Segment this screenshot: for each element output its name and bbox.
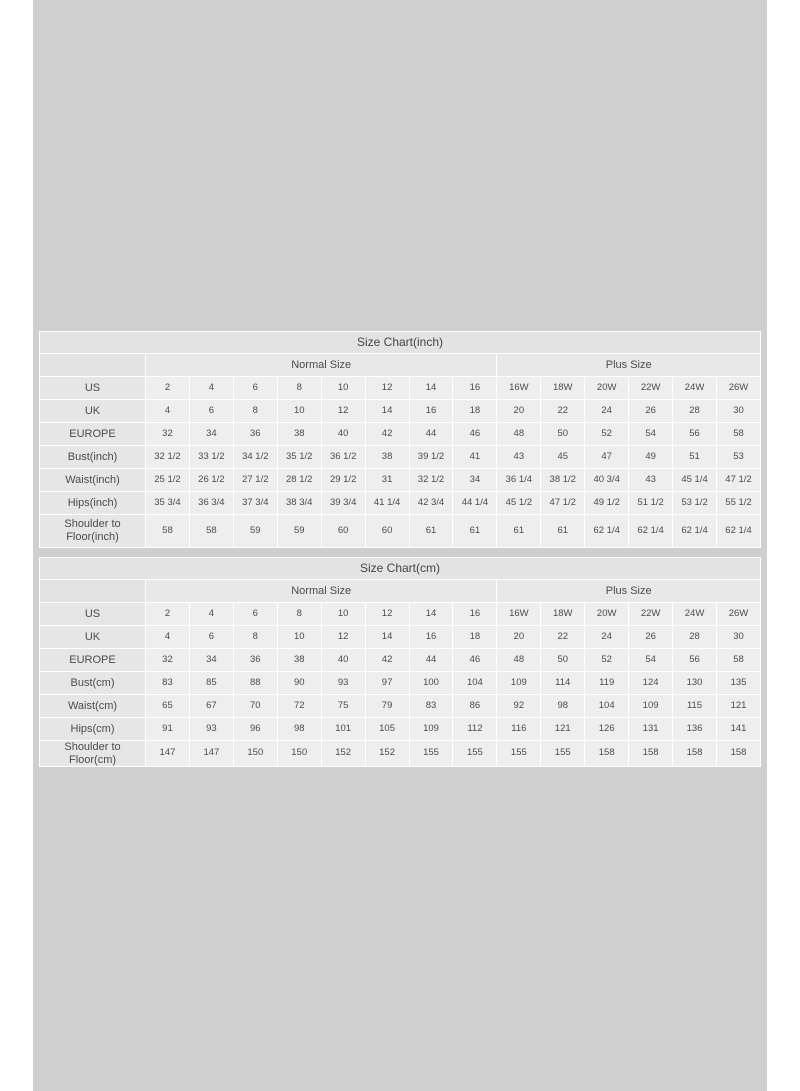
row-label: Shoulder to Floor(cm) — [40, 741, 146, 767]
table-cell: 141 — [716, 718, 760, 741]
chart-title-row — [40, 332, 761, 354]
table-cell: 33 1/2 — [189, 446, 233, 469]
table-cell: 34 — [189, 423, 233, 446]
table-row — [40, 672, 761, 695]
table-cell: 32 1/2 — [409, 469, 453, 492]
table-cell: 58 — [189, 515, 233, 548]
table-cell: 58 — [716, 649, 760, 672]
table-cell: 47 1/2 — [541, 492, 585, 515]
table-cell: 31 — [365, 469, 409, 492]
table-cell: 24 — [585, 400, 629, 423]
table-cell: 109 — [409, 718, 453, 741]
table-cell: 24 — [585, 626, 629, 649]
table-cell: 37 3/4 — [233, 492, 277, 515]
table-cell: 16W — [497, 377, 541, 400]
row-label: Waist(cm) — [40, 695, 146, 718]
table-cell: 44 — [409, 423, 453, 446]
table-cell: 30 — [716, 400, 760, 423]
table-cell: 155 — [453, 741, 497, 767]
table-cell: 47 1/2 — [716, 469, 760, 492]
table-cell: 22 — [541, 626, 585, 649]
table-cell: 158 — [629, 741, 673, 767]
table-cell: 40 — [321, 649, 365, 672]
size-charts-container — [39, 331, 761, 776]
table-cell: 32 — [146, 423, 190, 446]
table-cell: 22W — [629, 603, 673, 626]
table-row — [40, 649, 761, 672]
table-cell: 12 — [365, 603, 409, 626]
table-cell: 38 1/2 — [541, 469, 585, 492]
table-cell: 61 — [497, 515, 541, 548]
table-cell: 26 — [629, 626, 673, 649]
table-cell: 115 — [673, 695, 717, 718]
table-row — [40, 515, 761, 548]
table-cell: 16 — [409, 400, 453, 423]
table-row — [40, 400, 761, 423]
table-row — [40, 718, 761, 741]
table-cell: 45 1/2 — [497, 492, 541, 515]
row-label: Hips(cm) — [40, 718, 146, 741]
table-cell: 51 1/2 — [629, 492, 673, 515]
table-cell: 38 — [277, 423, 321, 446]
table-cell: 28 — [673, 626, 717, 649]
table-row — [40, 377, 761, 400]
table-cell: 49 1/2 — [585, 492, 629, 515]
group-header: Plus Size — [497, 354, 761, 377]
table-cell: 42 3/4 — [409, 492, 453, 515]
table-cell: 59 — [233, 515, 277, 548]
table-cell: 65 — [146, 695, 190, 718]
table-cell: 55 1/2 — [716, 492, 760, 515]
row-label: US — [40, 377, 146, 400]
table-cell: 52 — [585, 649, 629, 672]
table-cell: 56 — [673, 423, 717, 446]
table-cell: 83 — [146, 672, 190, 695]
table-cell: 24W — [673, 603, 717, 626]
row-label: Bust(cm) — [40, 672, 146, 695]
table-cell: 158 — [585, 741, 629, 767]
table-cell: 45 — [541, 446, 585, 469]
table-cell: 50 — [541, 649, 585, 672]
table-cell: 4 — [189, 377, 233, 400]
size-chart-table — [39, 331, 761, 548]
table-cell: 8 — [277, 377, 321, 400]
table-cell: 10 — [321, 377, 365, 400]
chart-group-row — [40, 580, 761, 603]
table-cell: 48 — [497, 423, 541, 446]
table-cell: 4 — [146, 626, 190, 649]
table-cell: 152 — [321, 741, 365, 767]
table-cell: 26 1/2 — [189, 469, 233, 492]
table-cell: 40 — [321, 423, 365, 446]
table-cell: 16W — [497, 603, 541, 626]
table-cell: 54 — [629, 423, 673, 446]
table-cell: 70 — [233, 695, 277, 718]
table-cell: 152 — [365, 741, 409, 767]
table-cell: 116 — [497, 718, 541, 741]
table-cell: 59 — [277, 515, 321, 548]
size-chart-table — [39, 557, 761, 767]
table-cell: 27 1/2 — [233, 469, 277, 492]
row-label: Shoulder to Floor(inch) — [40, 515, 146, 548]
table-cell: 39 3/4 — [321, 492, 365, 515]
table-cell: 14 — [409, 603, 453, 626]
row-label: Hips(inch) — [40, 492, 146, 515]
table-row — [40, 446, 761, 469]
table-cell: 158 — [716, 741, 760, 767]
table-cell: 26 — [629, 400, 673, 423]
table-cell: 12 — [321, 626, 365, 649]
table-cell: 18 — [453, 400, 497, 423]
chart-title: Size Chart(cm) — [40, 558, 761, 580]
chart-title-row — [40, 558, 761, 580]
table-cell: 126 — [585, 718, 629, 741]
table-cell: 10 — [277, 400, 321, 423]
table-cell: 44 1/4 — [453, 492, 497, 515]
table-cell: 35 3/4 — [146, 492, 190, 515]
table-cell: 54 — [629, 649, 673, 672]
table-cell: 8 — [233, 626, 277, 649]
table-cell: 22W — [629, 377, 673, 400]
table-cell: 136 — [673, 718, 717, 741]
table-cell: 60 — [365, 515, 409, 548]
table-cell: 155 — [409, 741, 453, 767]
table-cell: 34 1/2 — [233, 446, 277, 469]
table-cell: 61 — [453, 515, 497, 548]
row-label: UK — [40, 626, 146, 649]
table-cell: 36 — [233, 649, 277, 672]
table-cell: 4 — [146, 400, 190, 423]
table-cell: 75 — [321, 695, 365, 718]
table-cell: 100 — [409, 672, 453, 695]
table-cell: 150 — [277, 741, 321, 767]
group-row-corner — [40, 354, 146, 377]
table-cell: 18W — [541, 603, 585, 626]
table-cell: 58 — [716, 423, 760, 446]
table-cell: 18W — [541, 377, 585, 400]
table-row — [40, 695, 761, 718]
table-cell: 105 — [365, 718, 409, 741]
table-cell: 91 — [146, 718, 190, 741]
table-cell: 38 3/4 — [277, 492, 321, 515]
table-cell: 62 1/4 — [629, 515, 673, 548]
table-cell: 90 — [277, 672, 321, 695]
table-cell: 72 — [277, 695, 321, 718]
table-cell: 41 — [453, 446, 497, 469]
table-cell: 29 1/2 — [321, 469, 365, 492]
table-cell: 119 — [585, 672, 629, 695]
table-cell: 42 — [365, 423, 409, 446]
table-cell: 88 — [233, 672, 277, 695]
row-label: EUROPE — [40, 423, 146, 446]
table-cell: 85 — [189, 672, 233, 695]
table-cell: 83 — [409, 695, 453, 718]
table-cell: 158 — [673, 741, 717, 767]
table-cell: 26W — [716, 377, 760, 400]
table-cell: 18 — [453, 626, 497, 649]
table-cell: 8 — [233, 400, 277, 423]
row-label: Waist(inch) — [40, 469, 146, 492]
table-cell: 2 — [146, 603, 190, 626]
group-header: Normal Size — [146, 580, 497, 603]
group-header: Plus Size — [497, 580, 761, 603]
table-cell: 38 — [277, 649, 321, 672]
table-cell: 14 — [365, 400, 409, 423]
table-cell: 36 1/2 — [321, 446, 365, 469]
table-cell: 67 — [189, 695, 233, 718]
table-cell: 36 3/4 — [189, 492, 233, 515]
table-cell: 39 1/2 — [409, 446, 453, 469]
table-cell: 38 — [365, 446, 409, 469]
table-cell: 93 — [189, 718, 233, 741]
table-cell: 58 — [146, 515, 190, 548]
table-cell: 49 — [629, 446, 673, 469]
table-cell: 52 — [585, 423, 629, 446]
table-cell: 24W — [673, 377, 717, 400]
table-cell: 4 — [189, 603, 233, 626]
table-cell: 98 — [277, 718, 321, 741]
table-cell: 155 — [541, 741, 585, 767]
table-cell: 130 — [673, 672, 717, 695]
chart-group-row — [40, 354, 761, 377]
table-cell: 8 — [277, 603, 321, 626]
table-cell: 14 — [409, 377, 453, 400]
row-label: EUROPE — [40, 649, 146, 672]
table-cell: 101 — [321, 718, 365, 741]
table-cell: 109 — [497, 672, 541, 695]
table-cell: 2 — [146, 377, 190, 400]
table-cell: 10 — [277, 626, 321, 649]
table-cell: 12 — [365, 377, 409, 400]
table-cell: 22 — [541, 400, 585, 423]
table-cell: 36 — [233, 423, 277, 446]
table-cell: 10 — [321, 603, 365, 626]
table-cell: 20 — [497, 626, 541, 649]
table-cell: 124 — [629, 672, 673, 695]
table-cell: 36 1/4 — [497, 469, 541, 492]
table-cell: 98 — [541, 695, 585, 718]
table-cell: 62 1/4 — [716, 515, 760, 548]
table-cell: 147 — [146, 741, 190, 767]
group-header: Normal Size — [146, 354, 497, 377]
table-cell: 147 — [189, 741, 233, 767]
table-cell: 6 — [233, 377, 277, 400]
table-cell: 112 — [453, 718, 497, 741]
table-cell: 16 — [453, 603, 497, 626]
table-cell: 20W — [585, 377, 629, 400]
table-cell: 93 — [321, 672, 365, 695]
table-cell: 30 — [716, 626, 760, 649]
table-cell: 104 — [453, 672, 497, 695]
table-cell: 50 — [541, 423, 585, 446]
table-cell: 135 — [716, 672, 760, 695]
table-cell: 40 3/4 — [585, 469, 629, 492]
table-cell: 121 — [541, 718, 585, 741]
table-cell: 51 — [673, 446, 717, 469]
table-cell: 34 — [189, 649, 233, 672]
table-cell: 47 — [585, 446, 629, 469]
table-cell: 109 — [629, 695, 673, 718]
table-cell: 46 — [453, 423, 497, 446]
table-cell: 6 — [189, 400, 233, 423]
table-cell: 41 1/4 — [365, 492, 409, 515]
table-cell: 48 — [497, 649, 541, 672]
table-cell: 32 — [146, 649, 190, 672]
row-label: US — [40, 603, 146, 626]
table-cell: 44 — [409, 649, 453, 672]
table-cell: 53 1/2 — [673, 492, 717, 515]
table-cell: 61 — [409, 515, 453, 548]
table-cell: 12 — [321, 400, 365, 423]
table-cell: 104 — [585, 695, 629, 718]
table-cell: 35 1/2 — [277, 446, 321, 469]
table-cell: 20W — [585, 603, 629, 626]
table-cell: 121 — [716, 695, 760, 718]
size-chart-block — [39, 557, 761, 767]
table-cell: 45 1/4 — [673, 469, 717, 492]
table-cell: 32 1/2 — [146, 446, 190, 469]
table-cell: 62 1/4 — [673, 515, 717, 548]
table-cell: 28 1/2 — [277, 469, 321, 492]
table-cell: 28 — [673, 400, 717, 423]
table-cell: 6 — [189, 626, 233, 649]
table-cell: 46 — [453, 649, 497, 672]
table-cell: 131 — [629, 718, 673, 741]
table-row — [40, 626, 761, 649]
table-row — [40, 423, 761, 446]
table-row — [40, 469, 761, 492]
table-cell: 53 — [716, 446, 760, 469]
table-row — [40, 603, 761, 626]
table-cell: 60 — [321, 515, 365, 548]
table-cell: 62 1/4 — [585, 515, 629, 548]
table-cell: 20 — [497, 400, 541, 423]
table-cell: 86 — [453, 695, 497, 718]
table-cell: 56 — [673, 649, 717, 672]
table-cell: 16 — [453, 377, 497, 400]
table-cell: 96 — [233, 718, 277, 741]
table-cell: 150 — [233, 741, 277, 767]
table-cell: 6 — [233, 603, 277, 626]
table-cell: 43 — [497, 446, 541, 469]
table-cell: 26W — [716, 603, 760, 626]
table-row — [40, 492, 761, 515]
table-cell: 155 — [497, 741, 541, 767]
table-cell: 114 — [541, 672, 585, 695]
table-cell: 25 1/2 — [146, 469, 190, 492]
table-cell: 61 — [541, 515, 585, 548]
table-cell: 92 — [497, 695, 541, 718]
row-label: Bust(inch) — [40, 446, 146, 469]
row-label: UK — [40, 400, 146, 423]
table-row — [40, 741, 761, 767]
size-chart-block — [39, 331, 761, 548]
table-cell: 97 — [365, 672, 409, 695]
table-cell: 79 — [365, 695, 409, 718]
table-cell: 34 — [453, 469, 497, 492]
group-row-corner — [40, 580, 146, 603]
table-cell: 14 — [365, 626, 409, 649]
table-cell: 42 — [365, 649, 409, 672]
table-cell: 16 — [409, 626, 453, 649]
table-cell: 43 — [629, 469, 673, 492]
chart-title: Size Chart(inch) — [40, 332, 761, 354]
